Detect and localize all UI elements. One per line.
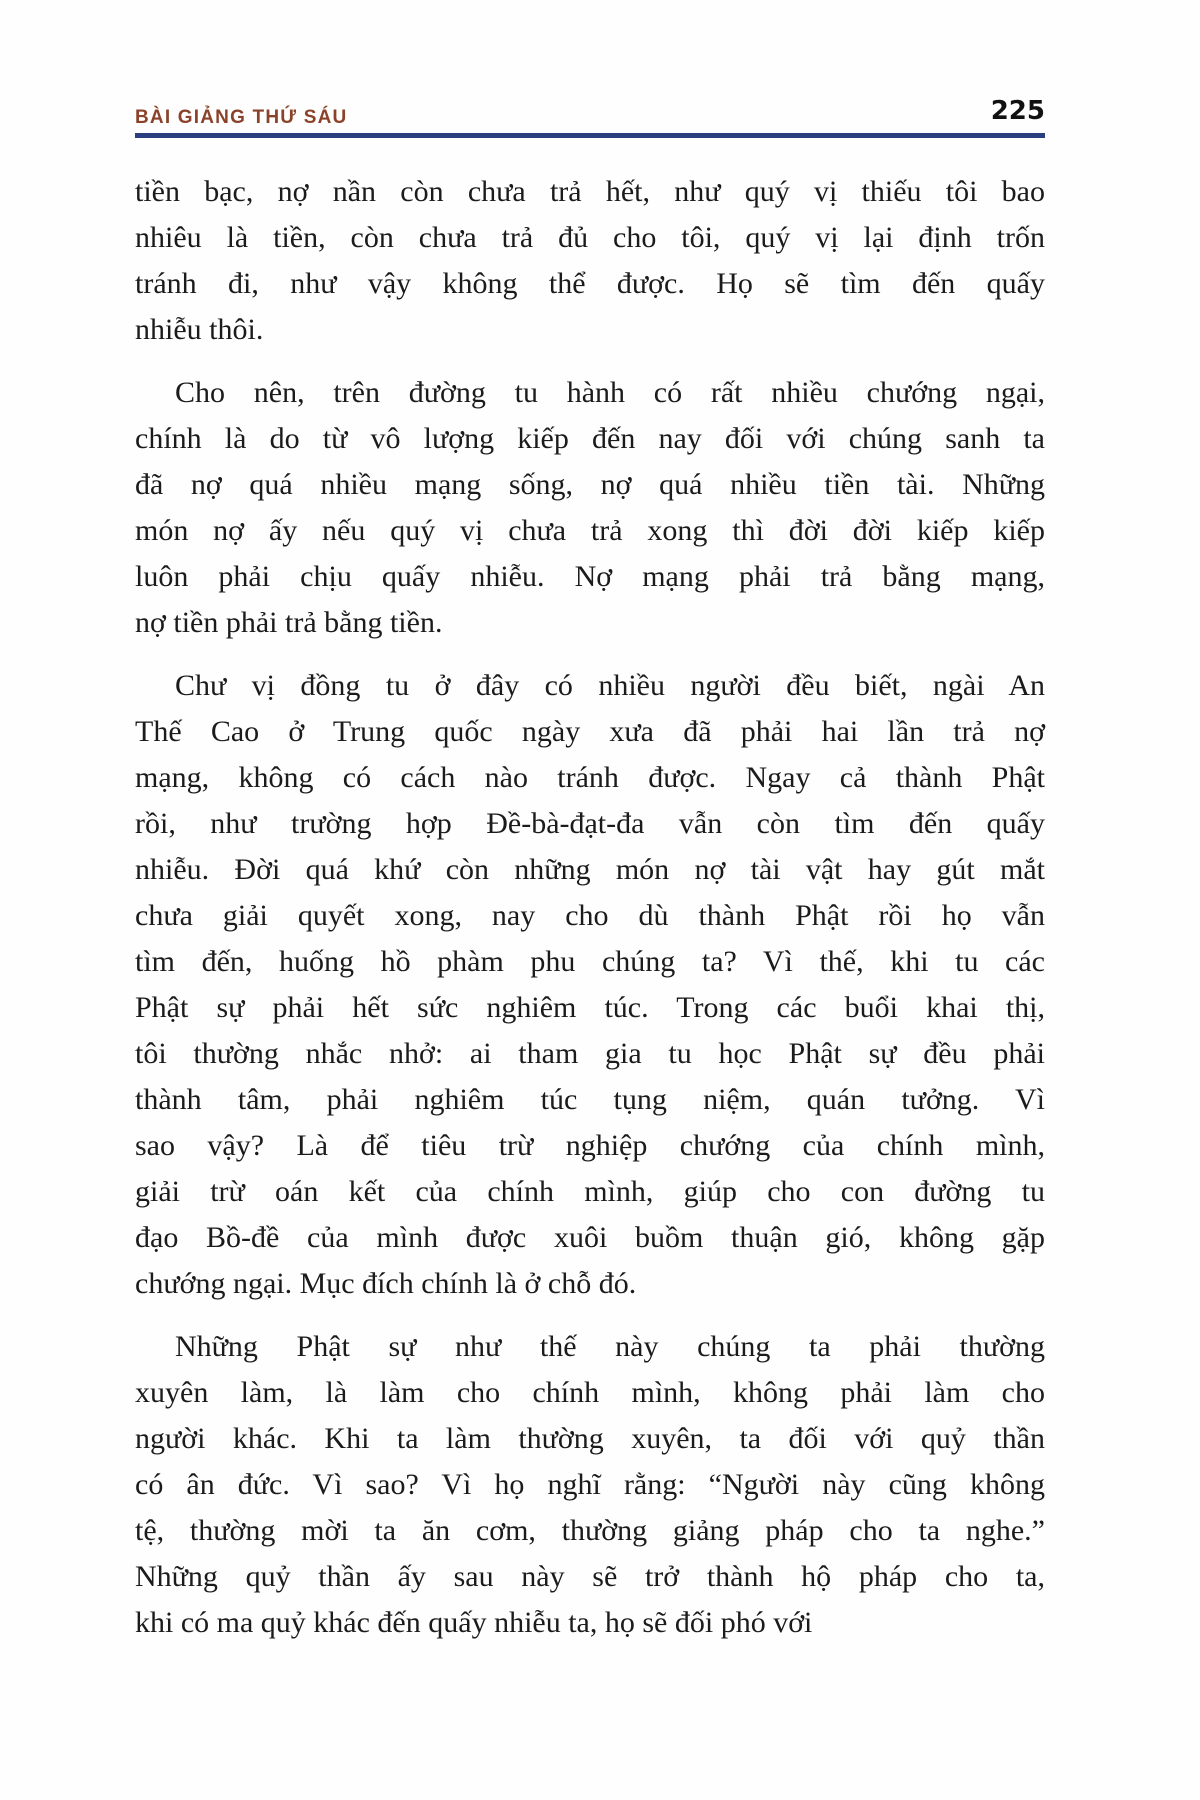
text-line: xuyên làm, là làm cho chính mình, không phải làm cho xyxy=(135,1375,1045,1409)
text-line: chưa giải quyết xong, nay cho dù thành Phật rồi họ vẫn xyxy=(135,898,1045,932)
text-line: tránh đi, như vậy không thể được. Họ sẽ tìm đến quấy xyxy=(135,266,1045,300)
running-header-title: BÀI GIẢNG THỨ SÁU xyxy=(135,107,348,128)
text-line: Phật sự phải hết sức nghiêm túc. Trong các buổi khai thị, xyxy=(135,990,1045,1024)
text-line: rồi, như trường hợp Đề-bà-đạt-đa vẫn còn tìm đến quấy xyxy=(135,806,1045,840)
text-line: chính là do từ vô lượng kiếp đến nay đối với chúng sanh ta xyxy=(135,421,1045,455)
running-header xyxy=(135,98,1045,133)
text-line: khi có ma quỷ khác đến quấy nhiễu ta, họ sẽ đối phó với xyxy=(135,1605,813,1639)
paragraph xyxy=(135,169,1045,353)
text-line: nhiễu thôi. xyxy=(135,312,264,346)
text-line: nhiễu. Đời quá khứ còn những món nợ tài vật hay gút mắt xyxy=(135,852,1045,886)
text-line: tệ, thường mời ta ăn cơm, thường giảng pháp cho ta nghe.” xyxy=(135,1513,1045,1547)
text-line: luôn phải chịu quấy nhiễu. Nợ mạng phải trả bằng mạng, xyxy=(135,559,1045,593)
page-body-text xyxy=(135,169,1045,1646)
paragraph xyxy=(135,1324,1045,1646)
text-line: giải trừ oán kết của chính mình, giúp cho con đường tu xyxy=(135,1174,1045,1208)
text-line: đã nợ quá nhiều mạng sống, nợ quá nhiều tiền tài. Những xyxy=(135,467,1045,501)
text-line: Những quỷ thần ấy sau này sẽ trở thành hộ pháp cho ta, xyxy=(135,1559,1045,1593)
paragraph xyxy=(135,663,1045,1307)
header-rule-divider xyxy=(135,133,1045,138)
text-line: thành tâm, phải nghiêm túc tụng niệm, quán tưởng. Vì xyxy=(135,1082,1045,1116)
text-line: tìm đến, huống hồ phàm phu chúng ta? Vì thế, khi tu các xyxy=(135,944,1045,978)
text-line: Chư vị đồng tu ở đây có nhiều người đều biết, ngài An xyxy=(175,668,1045,702)
text-line: món nợ ấy nếu quý vị chưa trả xong thì đời đời kiếp kiếp xyxy=(135,513,1045,547)
text-line: người khác. Khi ta làm thường xuyên, ta đối với quỷ thần xyxy=(135,1421,1045,1455)
page-number: 225 xyxy=(990,96,1045,126)
text-line: tiền bạc, nợ nần còn chưa trả hết, như quý vị thiếu tôi bao xyxy=(135,174,1045,208)
paragraph xyxy=(135,370,1045,646)
text-line: nợ tiền phải trả bằng tiền. xyxy=(135,605,443,639)
text-line: sao vậy? Là để tiêu trừ nghiệp chướng của chính mình, xyxy=(135,1128,1045,1162)
text-line: Những Phật sự như thế này chúng ta phải thường xyxy=(175,1329,1045,1363)
text-line: nhiêu là tiền, còn chưa trả đủ cho tôi, quý vị lại định trốn xyxy=(135,220,1045,254)
text-line: Thế Cao ở Trung quốc ngày xưa đã phải hai lần trả nợ xyxy=(135,714,1045,748)
text-line: có ân đức. Vì sao? Vì họ nghĩ rằng: “Người này cũng không xyxy=(135,1467,1045,1501)
text-line: tôi thường nhắc nhở: ai tham gia tu học Phật sự đều phải xyxy=(135,1036,1045,1070)
text-line: mạng, không có cách nào tránh được. Ngay cả thành Phật xyxy=(135,760,1045,794)
text-line: Cho nên, trên đường tu hành có rất nhiều chướng ngại, xyxy=(175,375,1045,409)
text-line: chướng ngại. Mục đích chính là ở chỗ đó. xyxy=(135,1266,637,1300)
text-line: đạo Bồ-đề của mình được xuôi buồm thuận gió, không gặp xyxy=(135,1220,1045,1254)
